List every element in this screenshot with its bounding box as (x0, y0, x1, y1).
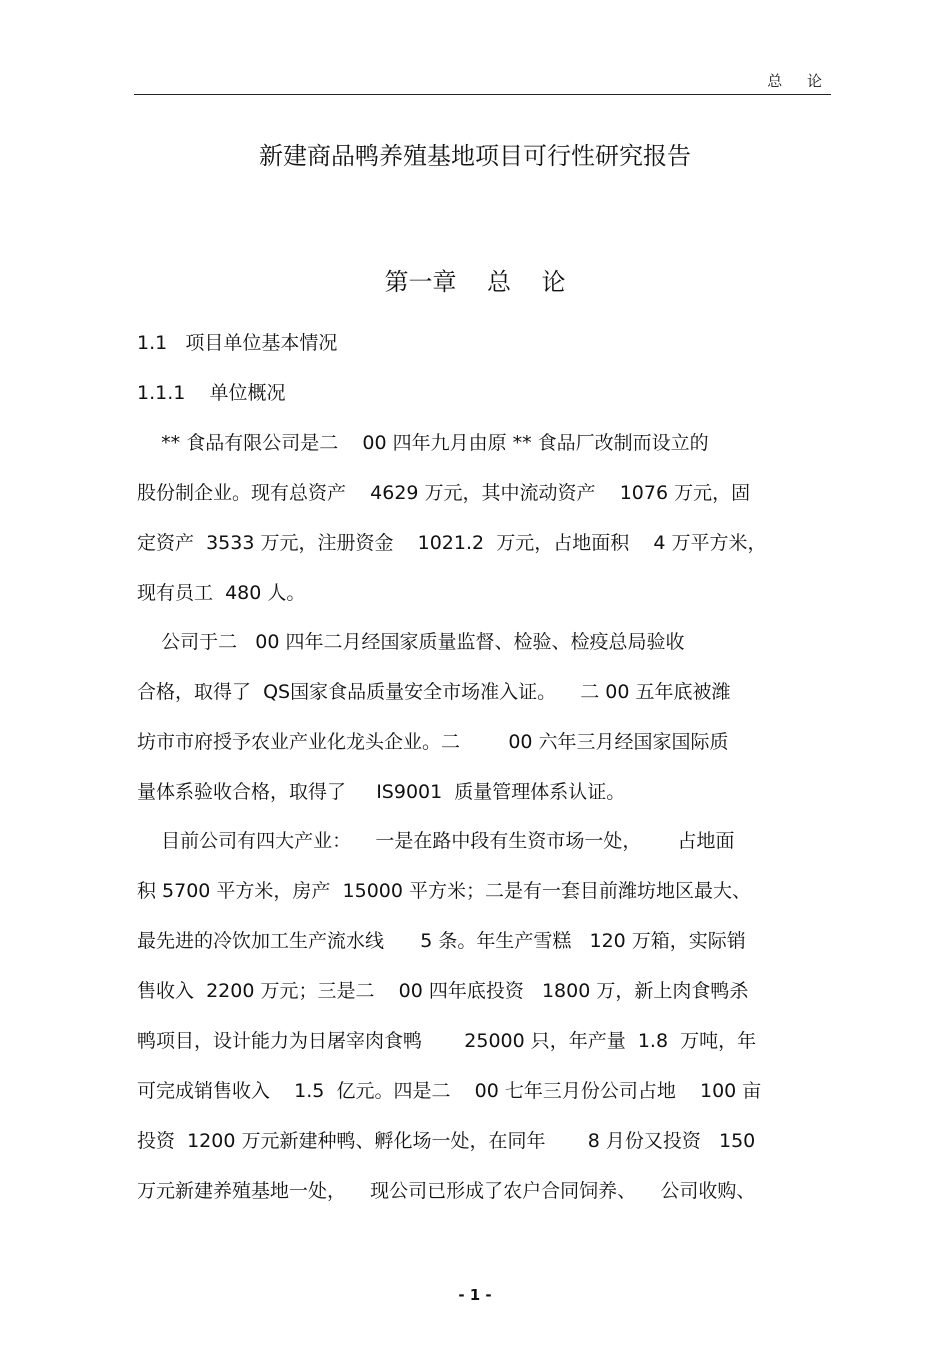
paragraph-line: 现有员工 480 人。 (137, 582, 306, 604)
paragraph-line: 售收入 2200 万元；三是二 00 四年底投资 1800 万，新上肉食鸭杀 (137, 980, 749, 1002)
running-header: 总 论 (767, 72, 832, 90)
paragraph-line: 定资产 3533 万元，注册资金 1021.2 万元，占地面积 4 万平方米， (137, 532, 767, 554)
header-rule (134, 94, 831, 95)
paragraph-line: 鸭项目，设计能力为日屠宰肉食鸭 25000 只，年产量 1.8 万吨，年 (137, 1030, 757, 1052)
paragraph-line: ** 食品有限公司是二 00 四年九月由原 ** 食品厂改制而设立的 (137, 432, 709, 454)
paragraph-line: 目前公司有四大产业： 一是在路中段有生资市场一处， 占地面 (137, 830, 735, 852)
page-number: - 1 - (458, 1286, 492, 1304)
paragraph-line: 合格，取得了 QS国家食品质量安全市场准入证。 二 00 五年底被潍 (137, 681, 731, 703)
paragraph-line: 量体系验收合格，取得了 IS9001 质量管理体系认证。 (137, 781, 626, 803)
paragraph-line: 积 5700 平方米，房产 15000 平方米；二是有一套目前潍坊地区最大、 (137, 880, 751, 902)
subsection-heading: 1.1.1 单位概况 (137, 382, 286, 404)
section-heading: 1.1 项目单位基本情况 (137, 332, 338, 354)
paragraph-line: 股份制企业。现有总资产 4629 万元，其中流动资产 1076 万元，固 (137, 482, 751, 504)
chapter-title: 第一章 总 论 (384, 268, 566, 296)
paragraph-line: 万元新建养殖基地一处， 现公司已形成了农户合同饲养、 公司收购、 (137, 1180, 756, 1202)
paragraph-line: 公司于二 00 四年二月经国家质量监督、检验、检疫总局验收 (137, 631, 685, 653)
paragraph-line: 坊市市府授予农业产业化龙头企业。二 00 六年三月经国家国际质 (137, 731, 729, 753)
paragraph-line: 投资 1200 万元新建种鸭、孵化场一处，在同年 8 月份又投资 150 (137, 1130, 756, 1152)
document-title: 新建商品鸭养殖基地项目可行性研究报告 (259, 142, 691, 170)
paragraph-line: 最先进的冷饮加工生产流水线 5 条。年生产雪糕 120 万箱，实际销 (137, 930, 746, 952)
paragraph-line: 可完成销售收入 1.5 亿元。四是二 00 七年三月份公司占地 100 亩 (137, 1080, 762, 1102)
